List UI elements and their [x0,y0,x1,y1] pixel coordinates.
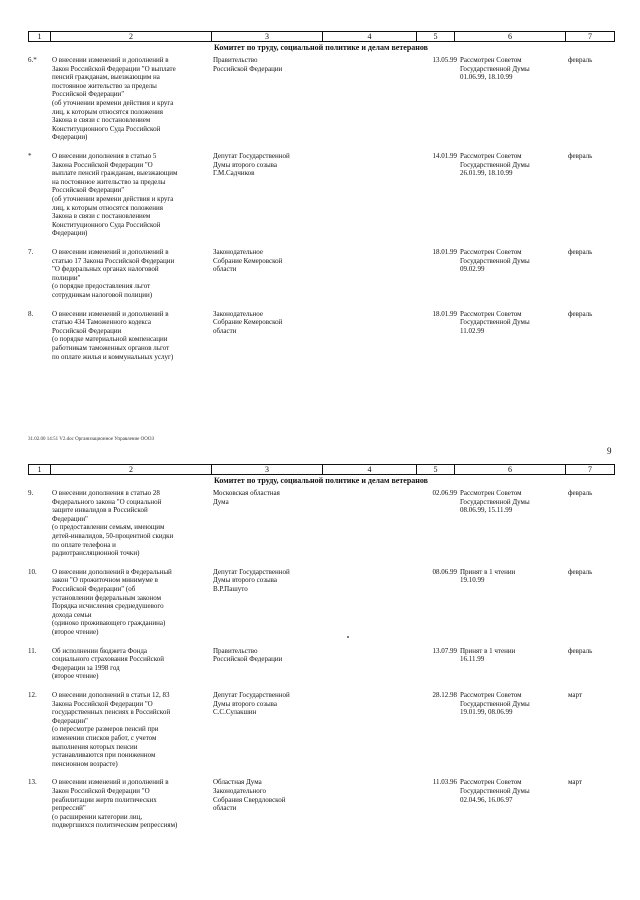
bill-title-line: лиц, к которым относятся положения [52,203,163,212]
bill-author-line: Правительство [213,646,258,655]
table-row [28,248,614,310]
bill-title-line: О внесении дополнения в статью 5 [52,152,157,160]
bill-author-line: С.С.Сулакшин [213,708,257,717]
bill-author-line: Законодательного [213,786,266,795]
review-status-line: Принят в 1 чтении [460,646,516,655]
bill-title [52,310,210,362]
table-block-top [28,31,614,371]
bill-author-line: Правительство [213,56,258,64]
bill-title-line: на постоянное жительство за пределы [52,177,166,186]
bill-title-line: О внесении дополнения в статью 28 [52,489,160,497]
bill-author-line: Российской Федерации [213,655,283,664]
review-status [460,568,564,585]
bill-author-line: Московская областная [213,489,280,497]
bill-author [213,778,331,812]
bill-title-line: подвергшихся политическим репрессиям) [52,821,178,830]
review-status-line: Рассмотрен Советом [460,56,522,64]
bill-title-line: О внесении изменений и дополнений в [52,778,169,787]
row-number: 9. [28,489,34,497]
review-status-line: 08.06.99, 15.11.99 [460,506,513,515]
committee-title: Комитет по труду, социальной политике и делам ветеранов [214,43,428,52]
table-row [28,489,614,568]
bill-title-line: государственных пенсиях в Российской [52,708,171,717]
bill-title-line: Закона в связи с постановлением [52,212,151,221]
bill-title-line: "О федеральных органах налоговой [52,265,159,274]
planned-month: февраль [568,248,593,256]
bill-title-line: реабилитации жертв политических [52,795,157,804]
bill-author [213,647,331,664]
submission-date: 13.07.99 [432,646,457,655]
bill-author-line: области [213,265,237,274]
submission-date: 02.06.99 [432,489,457,497]
bill-author-line: Думы второго созыва [213,699,278,708]
submission-date: 11.03.96 [432,778,457,787]
bill-author-line: Законодательное [213,248,263,256]
bill-title-line: закон "О прожиточном минимуме в [52,576,158,585]
bill-title-line: Федерации) [52,229,88,238]
planned-month: февраль [568,309,593,318]
planned-month: февраль [568,567,593,576]
bill-title-line: статью 434 Таможенного кодекса [52,318,151,327]
table-row [28,56,614,152]
row-number: 8. [28,309,34,318]
bill-title-line: О внесении изменений и дополнений в [52,309,169,318]
bill-title-line: социального страхования Российской [52,655,165,664]
bill-title-line: защите инвалидов в Российской [52,506,148,515]
bill-title-line: дохода семьи [52,610,92,619]
planned-month: февраль [568,489,593,497]
review-status-line: Государственной Думы [460,160,530,169]
review-status [460,647,564,664]
bill-author-line: В.Р.Пашуто [213,584,248,593]
submission-date: 08.06.99 [432,567,457,576]
bill-title-line: (второе чтение) [52,627,99,636]
table-row [28,310,614,372]
bill-title-line: пенсий гражданам, выезжающим на [52,73,160,82]
planned-month: февраль [568,646,593,655]
submission-date: 18.01.99 [432,248,457,256]
row-number: 13. [28,778,37,787]
bill-author-line: Депутат Государственной [213,567,290,576]
planned-month: март [568,690,582,699]
column-number-1: 1 [29,32,51,42]
bill-title-line: изменении списков работ, с учетом [52,733,157,742]
table-block-bottom [28,464,614,840]
table-row [28,778,614,840]
bill-title-line: Закон Российской Федерации "О [52,786,150,795]
bill-title-line: Закона в связи с постановлением [52,116,151,125]
review-status-line: 19.10.99 [460,576,485,585]
column-number-5: 5 [417,32,455,42]
review-status-line: Государственной Думы [460,256,530,265]
row-number: 10. [28,567,37,576]
bill-title [52,489,210,558]
bill-title-line: (о предоставлении семьям, имеющим [52,523,165,532]
table-row [28,152,614,248]
bill-author-line: Законодательное [213,309,263,318]
bill-title-line: (об уточнении времени действия и круга [52,194,174,203]
bill-title-line: по оплате телефона и [52,540,116,549]
bill-title-line: Федерального закона "О социальной [52,497,162,506]
bill-title [52,56,210,142]
bill-author-line: Российской Федерации [213,64,283,73]
column-number-4: 4 [323,465,417,475]
bill-author [213,248,331,274]
bill-author [213,691,331,717]
bill-title-line: Закон Российской Федерации "О выплате [52,64,176,73]
bill-title-line: лиц, к которым относятся положения [52,107,163,116]
bill-title-line: выполнения которых пенсии [52,742,138,751]
bill-author-line: Думы второго созыва [213,576,278,585]
table-row [28,568,614,647]
table-rows [28,56,614,371]
table-rows [28,489,614,840]
bill-title-line: (о пересмотре размеров пенсий при [52,725,159,734]
review-status [460,152,564,178]
bill-title-line: (о порядке предоставления льгот [52,282,151,291]
planned-month: февраль [568,152,593,160]
scan-speck [347,636,349,638]
review-status [460,56,564,82]
submission-date: 28.12.98 [432,690,457,699]
bill-title-line: Об исполнении бюджета Фонда [52,646,148,655]
page-number: 9 [607,446,612,456]
bill-title [52,778,210,830]
bill-author-line: Собрание Кемеровской [213,318,283,327]
submission-date: 18.01.99 [432,309,457,318]
column-header-row [28,464,615,475]
review-status-line: 11.02.99 [460,326,485,335]
bill-title [52,152,210,238]
bill-author-line: области [213,326,237,335]
column-number-3: 3 [212,465,323,475]
bill-title-line: Российской Федерации" [52,186,125,195]
bill-title-line: устанавливаются при пониженном [52,751,156,760]
bill-title-line: О внесении дополнений в статьи 12, 83 [52,690,170,699]
review-status-line: Рассмотрен Советом [460,690,522,699]
committee-title: Комитет по труду, социальной политике и делам ветеранов [214,476,428,485]
planned-month: март [568,778,582,787]
bill-title-line: Федерации за 1998 год [52,663,120,672]
bill-title-line: Конституционного Суда Российской [52,124,161,133]
bill-title-line: по оплате жилья и коммунальных услуг) [52,352,174,361]
column-number-5: 5 [417,465,455,475]
review-status-line: 02.04.96, 16.06.97 [460,795,513,804]
bill-title-line: Федерации) [52,133,88,142]
bill-title-line: Российской Федерации" (об [52,584,136,593]
review-status-line: Принят в 1 чтении [460,567,516,576]
bill-author [213,310,331,336]
bill-title-line: постоянное жительство за пределы [52,81,157,90]
bill-title-line: О внесении изменений и дополнений в [52,56,169,64]
review-status-line: Государственной Думы [460,699,530,708]
review-status [460,248,564,274]
review-status-line: 26.01.99, 18.10.99 [460,169,513,178]
bill-title-line: сотрудникам налоговой полиции) [52,290,153,299]
column-number-6: 6 [455,465,566,475]
review-status-line: Рассмотрен Советом [460,778,522,787]
document-footer: 31.02.00 14:51 V2.doc Организационное Управление ОООЗ [28,437,154,442]
review-status-line: 09.02.99 [460,265,485,274]
column-number-4: 4 [323,32,417,42]
bill-author-line: Дума [213,497,229,506]
bill-author [213,56,331,73]
bill-author-line: Депутат Государственной [213,690,290,699]
review-status-line: Государственной Думы [460,786,530,795]
table-row [28,691,614,778]
review-status-line: Рассмотрен Советом [460,152,522,160]
bill-title-line: репрессий" [52,804,86,813]
bill-title-line: Российской Федерации" [52,90,125,99]
column-number-2: 2 [51,465,212,475]
review-status [460,691,564,717]
review-status [460,310,564,336]
bill-title-line: (о порядке материальной компенсации [52,335,168,344]
column-number-1: 1 [29,465,51,475]
review-status [460,778,564,804]
bill-title-line: Закона Российской Федерации "О [52,160,153,169]
bill-title-line: статью 17 Закона Российской Федерации [52,256,175,265]
bill-title-line: О внесении дополнений в Федеральный [52,567,172,576]
bill-title-line: пенсионном возрасте) [52,759,118,768]
bill-author-line: Собрания Свердловской [213,795,286,804]
column-number-7: 7 [566,465,615,475]
bill-title [52,568,210,637]
bill-author [213,489,331,506]
submission-date: 14.01.99 [432,152,457,160]
planned-month: февраль [568,56,593,64]
column-number-6: 6 [455,32,566,42]
table-row [28,647,614,691]
bill-title [52,691,210,768]
bill-author-line: области [213,804,237,813]
row-number: * [28,152,32,160]
bill-title-line: радиотрансляционной точки) [52,549,140,558]
review-status-line: Государственной Думы [460,497,530,506]
row-number: 12. [28,690,37,699]
column-number-7: 7 [566,32,615,42]
column-number-3: 3 [212,32,323,42]
bill-title-line: (о расширении категории лиц, [52,812,143,821]
row-number: 11. [28,646,37,655]
review-status-line: Государственной Думы [460,64,530,73]
review-status-line: Рассмотрен Советом [460,248,522,256]
bill-author-line: Собрание Кемеровской [213,256,283,265]
bill-author-line: Областная Дума [213,778,262,787]
bill-title-line: Федерации" [52,514,88,523]
review-status-line: 01.06.99, 18.10.99 [460,73,513,82]
column-header-row [28,31,615,42]
bill-author-line: Думы второго созыва [213,160,278,169]
row-number: 7. [28,248,34,256]
review-status-line: Рассмотрен Советом [460,309,522,318]
bill-title-line: Российской Федерации [52,326,122,335]
bill-title-line: установлении федеральным законом [52,593,162,602]
bill-title-line: (второе чтение) [52,672,99,681]
bill-title [52,647,210,681]
bill-title-line: детей-инвалидов, 50-процентной скидки [52,531,174,540]
review-status [460,489,564,515]
review-status-line: 19.01.99, 08.06.99 [460,708,513,717]
bill-author [213,152,331,178]
bill-author-line: Г.М.Садчиков [213,169,255,178]
bill-author-line: Депутат Государственной [213,152,290,160]
bill-author [213,568,331,594]
column-number-2: 2 [51,32,212,42]
review-status-line: Государственной Думы [460,318,530,327]
bill-title-line: Конституционного Суда Российской [52,220,161,229]
bill-title-line: (одиноко проживающего гражданина) [52,619,166,628]
bill-title [52,248,210,300]
bill-title-line: Закона Российской Федерации "О [52,699,153,708]
row-number: 6.* [28,56,37,64]
bill-title-line: полиции" [52,273,81,282]
review-status-line: Рассмотрен Советом [460,489,522,497]
submission-date: 13.05.99 [432,56,457,64]
bill-title-line: работникам таможенных органов льгот [52,343,170,352]
bill-title-line: выплате пенсий гражданам, выезжающим [52,169,178,178]
bill-title-line: О внесении изменений и дополнений в [52,248,169,256]
bill-title-line: Федерации" [52,716,88,725]
bill-title-line: Порядка исчисления среднедушевого [52,602,164,611]
bill-title-line: (об уточнении времени действия и круга [52,98,174,107]
review-status-line: 16.11.99 [460,655,485,664]
